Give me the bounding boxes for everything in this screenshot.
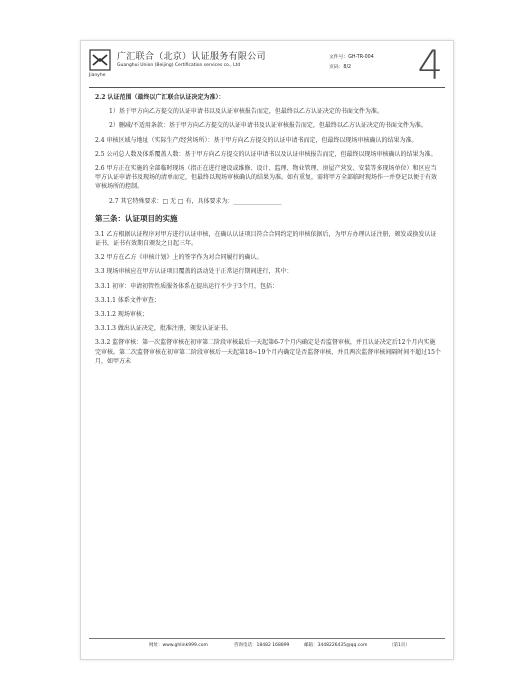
paragraph: 3.3.1.1 体系文件审查； [95, 296, 160, 304]
large-page-mark: 4 [417, 43, 443, 89]
paragraph: 3.2 甲方在乙方《审核计划》上的签字作为对合同履行的确认。 [95, 254, 263, 262]
section-3-title: 第三条：认证项目的实施 [95, 213, 178, 223]
company-name-en: Guanghui Union (Beijing) Certification services co., Ltd [117, 63, 241, 68]
paragraph: 3.1 乙方根据认证程序对甲方进行认证审核，在确认认证项目符合合同约定的审核依据后，为甲方办理认证注册，颁发或换发认证证书，证书有效期自颁发之日起三年。 [95, 230, 437, 248]
paragraph: 2.5 公司总人数及体系覆盖人数：基于甲方向乙方提交的认证申请书以及认证审核报告而定，但最终以现场审核确认的结果为准。 [95, 150, 437, 158]
logo-text: Jianyhe [89, 73, 106, 78]
footer-phone: 咨询电话：18482 168899 [234, 643, 290, 648]
paragraph: 2.4 审核区域与地址（实际生产/经营场所）：基于甲方向乙方提交的认证申请书而定，但最终以现场审核确认的结果为准。 [95, 136, 418, 144]
company-name-cn: 广汇联合（北京）认证服务有限公司 [117, 52, 266, 62]
footer-email: 邮箱：3448226435@qq.com [304, 643, 368, 648]
paragraph: 1）基于甲方向乙方提交的认证申请书以及认证审核报告而定，但最终以乙方认证决定的书面文件为准。 [109, 108, 383, 116]
paragraph: 3.3.2 监督审核：第一次监督审核在初审第二阶段审核最后一天起第6-7个月内确定是否监督审核，并且认证决定后12个月内实施完审核。第二次监督审核在初审第二阶段审核后一天起第18~19个月内确定是否监督审核，并且两次监督审核间隔时间不超过15个月，如甲方未 [95, 339, 441, 365]
paragraph: 2.7 其它特殊要求：□ 无 □ 有，具体要求为：________________ [109, 197, 282, 205]
section-2-2-heading: 2.2 认证范围（最终以广汇联合认证决定为准）： [95, 94, 225, 101]
paragraph: 2.6 甲方正在实施的全部临时现场（指正在进行建设或维修、设计、监理、物业管理、房屋产营发、安装等多现场单位）和区应当甲方认证申请书及现场的清单而定，但最终以现场审核确认的结果为准。如有重复，需将甲方全部临时现场作一并登记以便于有效审核场所的控制。 [95, 165, 438, 191]
footer-website: 网址：www.ghlink999.com [149, 643, 208, 648]
company-logo [89, 49, 111, 71]
paragraph: 3.3 现场审核应在甲方认证项目覆盖的活动处于正常运行期间进行，其中： [95, 268, 293, 276]
footer-page: （第1页） [389, 643, 410, 648]
paragraph: 3.3.1.3 做出认证决定，批准注册，颁发认证证书。 [95, 325, 232, 333]
page-number: 页码：8/2 [329, 65, 352, 70]
paragraph: 2）删减/不适用条款：基于甲方向乙方提交的认证申请书及认证审核报告而定，但最终以乙方认证决定的书面文件为准。 [109, 122, 427, 130]
document-page [80, 40, 454, 660]
doc-number: 文件号：GH-TR-004 [329, 55, 374, 60]
page-header [89, 43, 445, 89]
paragraph: 3.3.1 初审：申请初管性质服务体系在提出运行不少于3个月，包括： [95, 282, 278, 290]
page-footer [89, 638, 445, 651]
paragraph: 3.3.1.2 现场审核； [95, 311, 148, 319]
document-body [95, 93, 441, 371]
